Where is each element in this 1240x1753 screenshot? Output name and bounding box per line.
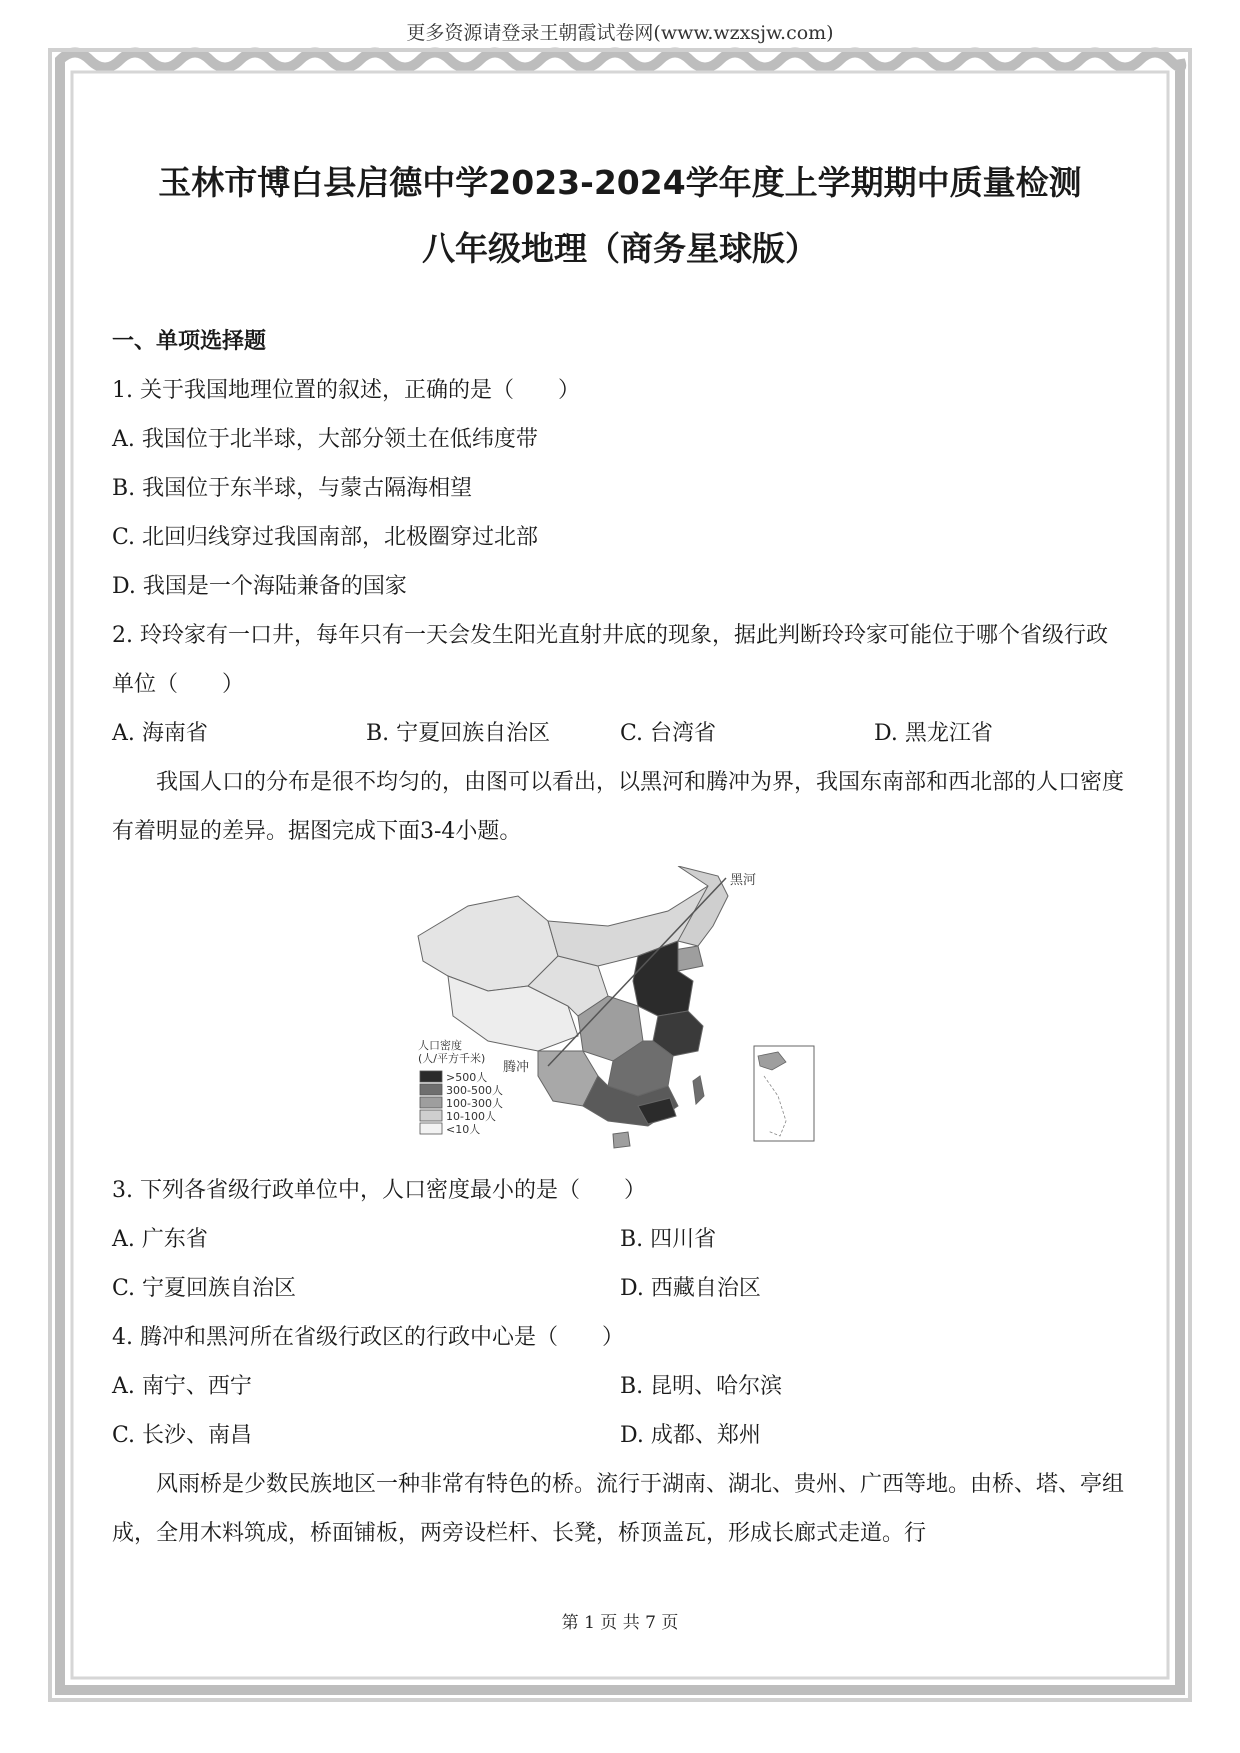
option-b: B. 我国位于东半球，与蒙古隔海相望 [112,476,473,501]
question-stem: 4. 腾冲和黑河所在省级行政区的行政中心是（ ） [112,1325,624,1350]
legend-unit: (人/平方千米) [418,1052,486,1065]
option-a: A. 南宁、西宁 [112,1374,252,1399]
section-heading: 一、单项选择题 [112,329,267,354]
option-c: C. 北回归线穿过我国南部，北极圈穿过北部 [112,525,539,550]
page-footer: 第 1 页 共 7 页 [561,1613,679,1633]
label-tengchong: 腾冲 [503,1060,530,1075]
question-1 [112,366,1128,611]
option-d: D. 我国是一个海陆兼备的国家 [112,574,407,599]
label-heihe: 黑河 [730,873,757,888]
options-row [112,1362,1128,1411]
reading-passage: 我国人口的分布是很不均匀的，由图可以看出，以黑河和腾冲为界，我国东南部和西北部的人口密度有着明显的差异。据图完成下面3-4小题。 [112,770,1125,844]
legend-label: <10人 [446,1123,481,1136]
map-region-hainan [613,1132,630,1148]
exam-page [112,150,1128,1558]
question-stem: 3. 下列各省级行政单位中，人口密度最小的是（ ） [112,1178,646,1203]
options-row [112,709,1128,758]
map-region-taiwan [693,1076,704,1104]
population-density-map [408,866,848,1166]
legend [420,1071,503,1136]
legend-label: 100-300人 [446,1097,503,1110]
legend-swatch [420,1097,442,1108]
options-row [112,1411,1128,1460]
option-a: A. 广东省 [112,1227,208,1252]
option-a: A. 海南省 [112,721,208,746]
legend-title: 人口密度 [418,1039,462,1052]
question-2 [112,611,1128,758]
source-banner: 更多资源请登录王朝霞试卷网(www.wzxsjw.com) [406,22,834,44]
option-d: D. 黑龙江省 [874,721,993,746]
question-4 [112,1313,1128,1460]
legend-label: 10-100人 [446,1110,496,1123]
options-row [112,1215,1128,1264]
question-stem: 1. 关于我国地理位置的叙述，正确的是（ ） [112,378,580,403]
legend-swatch [420,1071,442,1082]
options-row [112,1264,1128,1313]
legend-label: 300-500人 [446,1084,503,1097]
option-c: C. 长沙、南昌 [112,1423,253,1448]
legend-swatch [420,1084,442,1095]
option-a: A. 我国位于北半球，大部分领土在低纬度带 [112,427,538,452]
reading-passage: 风雨桥是少数民族地区一种非常有特色的桥。流行于湖南、湖北、贵州、广西等地。由桥、塔、亭组成，全用木料筑成，桥面铺板，两旁设栏杆、长凳，桥顶盖瓦，形成长廊式走道。行 [112,1472,1125,1546]
option-d: D. 成都、郑州 [620,1423,761,1448]
option-c: C. 宁夏回族自治区 [112,1276,297,1301]
legend-swatch [420,1123,442,1134]
legend-label: >500人 [446,1071,488,1084]
option-d: D. 西藏自治区 [620,1276,761,1301]
exam-title-line1: 玉林市博白县启德中学2023-2024学年度上学期期中质量检测 [158,163,1082,202]
option-c: C. 台湾省 [620,721,717,746]
legend-swatch [420,1110,442,1121]
exam-title-line2: 八年级地理（商务星球版） [422,229,818,268]
option-b: B. 昆明、哈尔滨 [620,1374,783,1399]
option-b: B. 四川省 [620,1227,717,1252]
question-stem: 2. 玲玲家有一口井，每年只有一天会发生阳光直射井底的现象，据此判断玲玲家可能位于哪个省级行政单位（ ） [112,623,1108,697]
option-b: B. 宁夏回族自治区 [366,721,551,746]
question-3 [112,1166,1128,1313]
